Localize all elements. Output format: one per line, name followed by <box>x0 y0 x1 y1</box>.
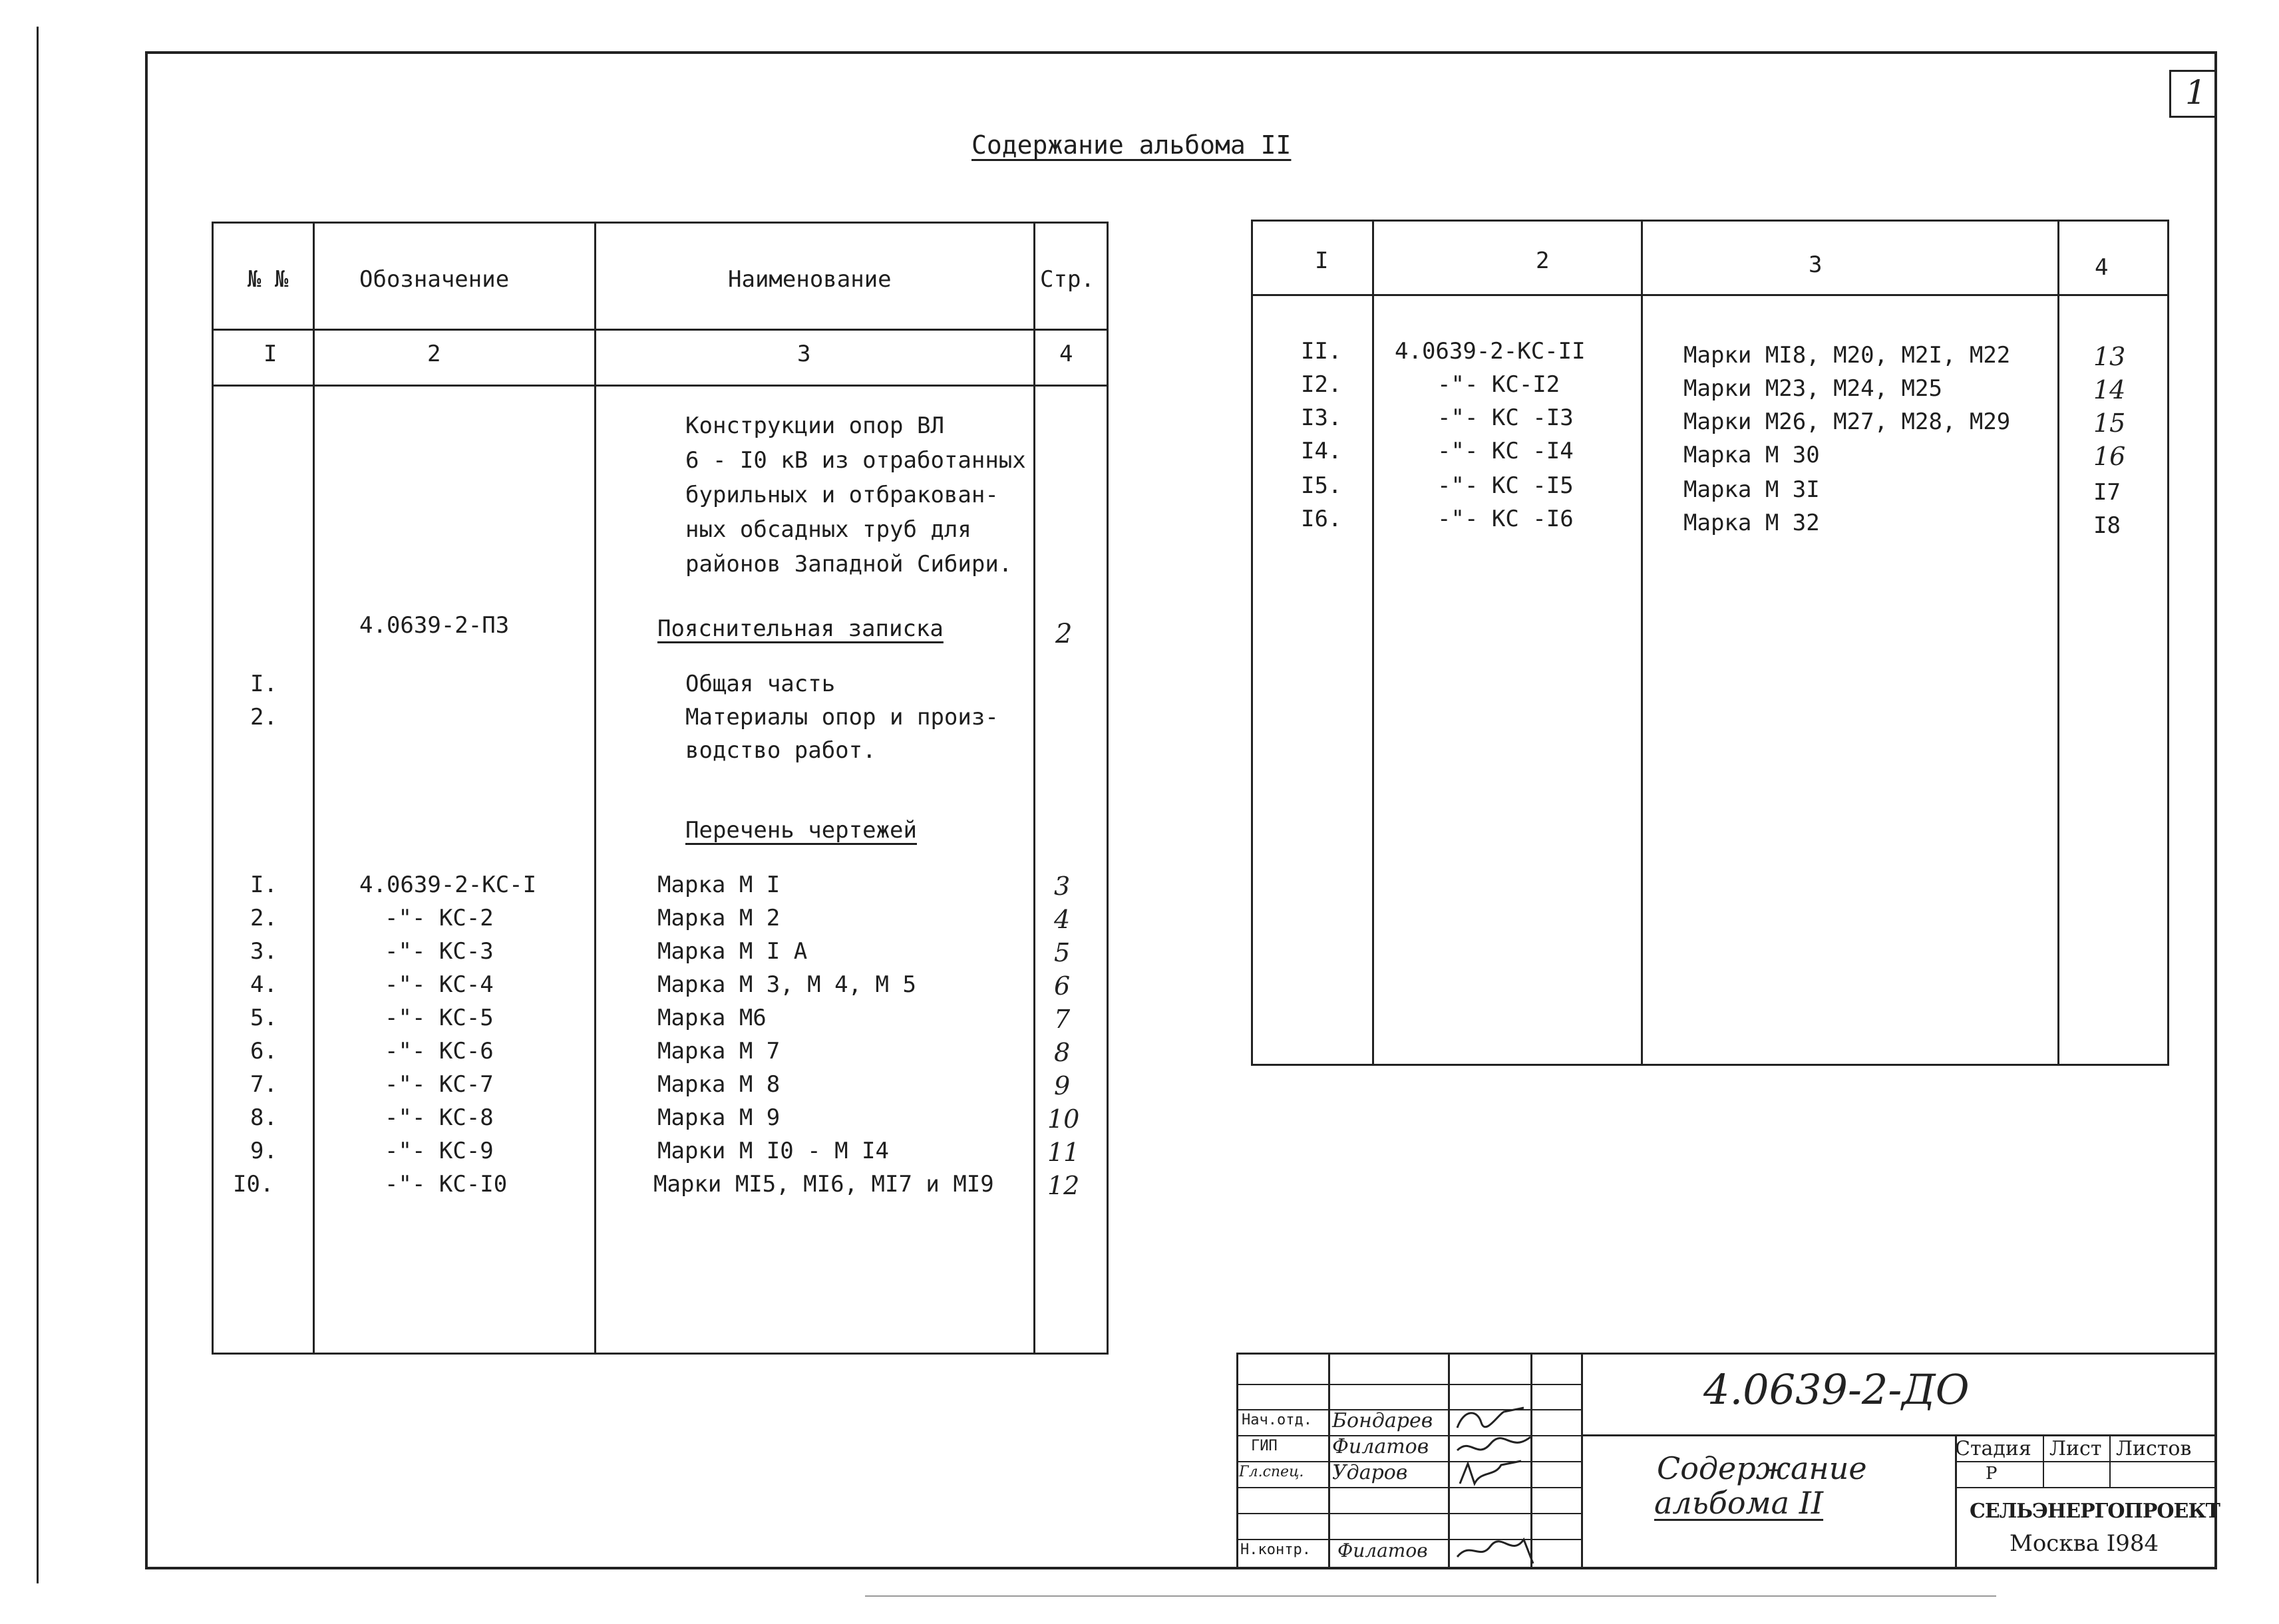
drawing-row-page: 9 <box>1054 1071 1071 1100</box>
drawing-row-number: 5. <box>250 1005 277 1031</box>
right-row-code: -"- КС -I6 <box>1437 506 1574 532</box>
drawing-row-code: -"- КС-5 <box>385 1005 494 1031</box>
right-row-page: I8 <box>2093 512 2121 539</box>
left-header-name: Наименование <box>728 266 892 293</box>
role-name: Ударов <box>1332 1461 1408 1484</box>
role-name: Бондарев <box>1332 1409 1433 1432</box>
right-row-code: 4.0639-2-КС-II <box>1395 338 1586 365</box>
drawing-row-name: Марки МI5, МI6, МI7 и МI9 <box>653 1171 994 1198</box>
drawing-row-code: -"- КС-7 <box>385 1071 494 1098</box>
right-row-code: -"- КС -I4 <box>1437 438 1574 464</box>
right-row-name: Марки М26, М27, М28, М29 <box>1683 408 2011 435</box>
drawing-row-name: Марка М I <box>657 872 781 898</box>
left-colnum-2: 2 <box>427 341 441 367</box>
right-row-name: Марка М 30 <box>1683 442 1820 468</box>
drawing-row-number: I0. <box>233 1171 274 1198</box>
drawing-row-code: -"- КС-4 <box>385 971 494 998</box>
note-item-line: Общая часть <box>685 671 836 697</box>
role-label: Нач.отд. <box>1242 1412 1312 1428</box>
drawing-row-page: 7 <box>1054 1005 1071 1034</box>
left-colnum-3: 3 <box>797 341 811 367</box>
drawing-row-name: Марка М 8 <box>657 1071 781 1098</box>
city-year: Москва I984 <box>2010 1530 2159 1557</box>
drawing-row-page: 6 <box>1054 971 1071 1001</box>
intro-line: 6 - I0 кВ из отработанных <box>685 447 1026 474</box>
signature-image <box>1451 1530 1544 1567</box>
right-row-number: I6. <box>1301 506 1342 532</box>
drawing-row-page: 3 <box>1054 872 1071 901</box>
right-row-page: 14 <box>2093 375 2126 405</box>
right-table-vline-2 <box>1641 220 1643 1066</box>
drawing-row-code: -"- КС-6 <box>385 1038 494 1064</box>
left-header-number: № № <box>248 266 289 293</box>
right-row-number: I2. <box>1301 371 1342 398</box>
drawing-row-number: 4. <box>250 971 277 998</box>
right-row-name: Марка М 3I <box>1683 476 1820 503</box>
drawing-row-name: Марка М 3, М 4, М 5 <box>657 971 916 998</box>
note-item-line: Материалы опор и произ- <box>685 704 999 731</box>
drawing-row-page: 12 <box>1047 1171 1080 1200</box>
right-colnum-3: 3 <box>1809 251 1823 278</box>
right-row-name: Марки М23, М24, М25 <box>1683 375 1942 402</box>
right-row-code: -"- КС-I2 <box>1437 371 1560 398</box>
drawing-row-page: 8 <box>1054 1038 1071 1067</box>
right-table-vline-1 <box>1372 220 1374 1066</box>
scan-artifact-line <box>865 1595 1996 1597</box>
doc-code: 4.0639-2-ДО <box>1703 1365 1970 1414</box>
role-name: Филатов <box>1337 1540 1428 1561</box>
left-table-vline-3 <box>1033 222 1035 1355</box>
right-colnum-2: 2 <box>1536 247 1550 274</box>
drawing-row-name: Марка М 2 <box>657 905 781 931</box>
right-row-number: I3. <box>1301 405 1342 431</box>
frame-left <box>145 51 148 1568</box>
intro-line: ных обсадных труб для <box>685 516 971 543</box>
note-code: 4.0639-2-ПЗ <box>359 612 510 639</box>
drawing-row-code: -"- КС-8 <box>385 1104 494 1131</box>
right-table-vline-3 <box>2057 220 2059 1066</box>
drawing-row-number: 9. <box>250 1138 277 1164</box>
tb-hline-1 <box>1236 1384 1583 1385</box>
right-row-number: II. <box>1301 338 1342 365</box>
tb-hline-5 <box>1236 1487 1583 1488</box>
drawing-row-code: -"- КС-3 <box>385 938 494 965</box>
drawing-row-name: Марка М I А <box>657 938 808 965</box>
sheet-number: 1 <box>2185 73 2206 112</box>
drawing-row-code: -"- КС-2 <box>385 905 494 931</box>
drawing-row-name: Марки М I0 - М I4 <box>657 1138 889 1164</box>
right-row-code: -"- КС -I3 <box>1437 405 1574 431</box>
intro-line: Конструкции опор ВЛ <box>685 412 944 439</box>
drawing-row-name: Марка М 7 <box>657 1038 781 1064</box>
right-row-page: 15 <box>2093 408 2126 438</box>
right-colnum-1: I <box>1315 247 1329 274</box>
tb-hline-6 <box>1236 1513 1583 1514</box>
stage-value: Р <box>1986 1464 1998 1484</box>
note-title: Пояснительная записка <box>657 615 944 642</box>
left-colnum-1: I <box>263 341 277 367</box>
drawing-row-number: I. <box>250 872 277 898</box>
frame-top <box>145 51 2216 54</box>
role-name: Филатов <box>1332 1435 1429 1458</box>
left-table-vline-2 <box>594 222 596 1355</box>
right-colnum-4: 4 <box>2095 254 2109 281</box>
right-row-number: I4. <box>1301 438 1342 464</box>
organization: СЕЛЬЭНЕРГОПРОЕКТ <box>1970 1500 2220 1523</box>
doc-title-line: альбома II <box>1654 1485 1824 1521</box>
right-row-page: 13 <box>2093 342 2126 371</box>
drawing-row-page: 5 <box>1054 938 1071 967</box>
right-row-number: I5. <box>1301 472 1342 499</box>
right-row-code: -"- КС -I5 <box>1437 472 1574 499</box>
drawing-row-number: 3. <box>250 938 277 965</box>
left-table-hline-2 <box>212 385 1109 387</box>
right-row-page: I7 <box>2093 479 2121 506</box>
note-item-number: I. <box>250 671 277 697</box>
frame-left-margin-line <box>37 27 39 1583</box>
right-table-hline-1 <box>1251 294 2169 296</box>
tb-hline-code <box>1581 1434 2217 1436</box>
sheets-header: Листов <box>2116 1437 2192 1460</box>
drawing-row-name: Марка М 9 <box>657 1104 781 1131</box>
drawings-title: Перечень чертежей <box>685 817 917 844</box>
right-row-page: 16 <box>2093 442 2126 471</box>
drawing-row-code: -"- КС-I0 <box>385 1171 508 1198</box>
left-header-page: Стр. <box>1040 266 1095 293</box>
note-page: 2 <box>1055 619 1073 649</box>
drawing-row-number: 2. <box>250 905 277 931</box>
frame-right <box>2214 51 2217 1568</box>
drawing-row-page: 11 <box>1047 1138 1080 1167</box>
note-item-number: 2. <box>250 704 277 731</box>
role-label: Гл.спец. <box>1239 1464 1304 1480</box>
tb-hline-stage-2 <box>1955 1487 2217 1488</box>
role-label: ГИП <box>1251 1438 1278 1454</box>
drawing-row-name: Марка М6 <box>657 1005 767 1031</box>
doc-title-line: Содержание <box>1657 1450 1867 1486</box>
drawing-row-code: 4.0639-2-КС-I <box>359 872 537 898</box>
tb-hline-stage-1 <box>1955 1461 2217 1462</box>
role-label: Н.контр. <box>1240 1542 1311 1558</box>
left-table-hline-1 <box>212 329 1109 331</box>
drawing-row-page: 10 <box>1047 1104 1080 1134</box>
left-header-designation: Обозначение <box>359 266 510 293</box>
left-table-vline-1 <box>313 222 315 1355</box>
drawing-row-number: 7. <box>250 1071 277 1098</box>
intro-line: бурильных и отбракован- <box>685 482 999 508</box>
drawing-row-number: 6. <box>250 1038 277 1064</box>
tb-vline-stage-1 <box>2043 1434 2044 1488</box>
right-row-name: Марка М 32 <box>1683 510 1820 536</box>
drawing-row-code: -"- КС-9 <box>385 1138 494 1164</box>
drawing-row-number: 8. <box>250 1104 277 1131</box>
note-item-line: водство работ. <box>685 737 876 764</box>
right-row-name: Марки МI8, М20, М2I, М22 <box>1683 342 2011 369</box>
sheet-header: Лист <box>2049 1437 2102 1460</box>
drawing-row-page: 4 <box>1054 905 1071 934</box>
page-title: Содержание альбома II <box>971 130 1292 160</box>
signature-image <box>1455 1457 1528 1490</box>
stage-header: Стадия <box>1955 1437 2031 1460</box>
left-colnum-4: 4 <box>1059 341 1073 367</box>
tb-vline-stage-2 <box>2109 1434 2111 1488</box>
intro-line: районов Западной Сибири. <box>685 551 1013 577</box>
